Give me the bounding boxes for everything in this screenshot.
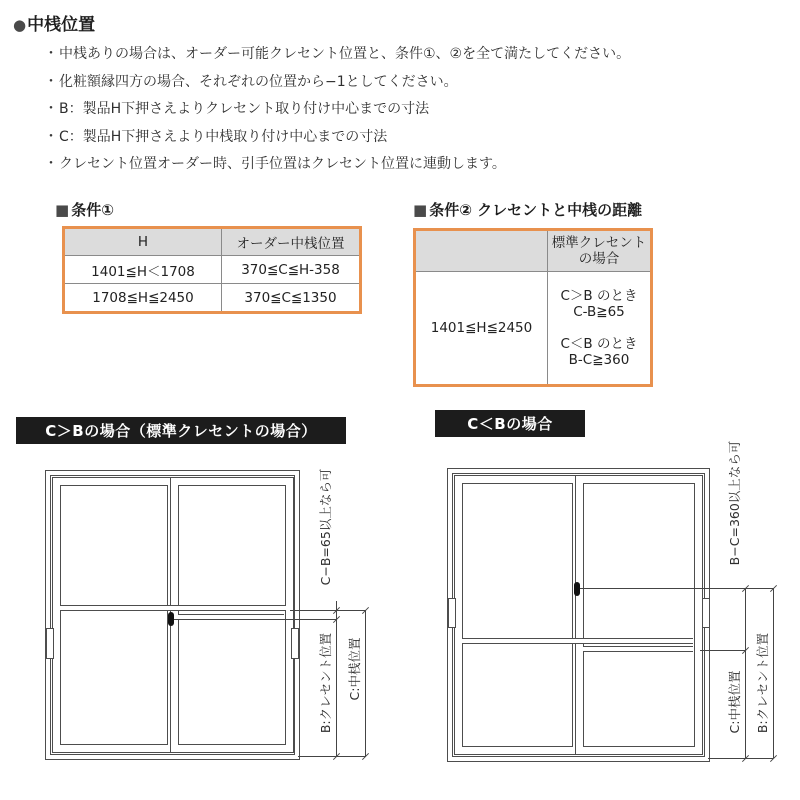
mid-rail-front (462, 638, 693, 644)
pull-handle-right (291, 628, 299, 659)
extension-line-crescent (174, 619, 336, 620)
table-cell: 370≦C≦1350 (222, 284, 359, 311)
pull-handle-right (702, 598, 710, 628)
dimension-line-c (745, 588, 746, 758)
glass-panel-left (60, 485, 168, 745)
note-item (44, 101, 784, 118)
extension-line-rail (700, 650, 745, 651)
dot-bullet-icon: ・ (44, 46, 58, 62)
dimension-line-c (365, 610, 366, 757)
dim-label-b: B:クレセント位置 (755, 632, 770, 734)
dim-tick (362, 753, 369, 760)
dot-bullet-icon: ・ (44, 101, 58, 117)
dim-label-c: C:中桟位置 (727, 670, 742, 734)
notes-list (44, 46, 784, 184)
section-bar-c-gt-b: C＞Bの場合（標準クレセントの場合） (16, 417, 346, 444)
dim-label-cb: C−B=65以上なら可 (318, 468, 333, 586)
note-text: B：製品H下押さえよりクレセント取り付け中心までの寸法 (59, 101, 430, 117)
condition1-table (62, 226, 362, 314)
extension-line-bottom (298, 756, 365, 757)
col-header (416, 231, 548, 272)
case-when: C＜B のとき (560, 336, 638, 352)
note-item (44, 156, 784, 173)
note-text: 化粧額縁四方の場合、それぞれの位置から−1としてください。 (59, 73, 458, 90)
dim-label-c: C:中桟位置 (347, 637, 362, 701)
col-header: オーダー中桟位置 (222, 229, 359, 256)
dot-bullet-icon: ・ (44, 128, 58, 145)
col-header (548, 231, 650, 272)
note-item (44, 46, 784, 63)
dimension-line-b (773, 588, 774, 758)
table-cell (548, 272, 650, 384)
condition2-table (413, 228, 653, 387)
extension-line-bottom (708, 758, 773, 759)
table-cell: 1401≦H＜1708 (65, 256, 222, 284)
note-text: C：製品H下押さえより中桟取り付け中心までの寸法 (59, 128, 388, 145)
case-rule: C-B≧65 (573, 304, 625, 320)
col-header-line: の場合 (578, 251, 620, 267)
dot-bullet-icon: ・ (44, 73, 58, 90)
mid-rail-rear (583, 646, 693, 652)
col-header: H (65, 229, 222, 256)
condition2-title: 条件② クレセントと中桟の距離 (429, 201, 643, 219)
dim-label-b: B:クレセント位置 (318, 632, 333, 734)
note-item (44, 129, 784, 146)
condition1-heading (55, 199, 114, 220)
glass-panel-right (583, 483, 695, 747)
square-bullet-icon: ■ (55, 201, 70, 219)
col-header-line: 標準クレセント (551, 235, 647, 251)
square-bullet-icon: ■ (413, 201, 428, 219)
dimension-line-b (336, 601, 337, 757)
crescent-lock-icon (574, 582, 580, 596)
case-rule: B-C≧360 (568, 352, 630, 368)
extension-line-rail (290, 610, 365, 611)
table-cell: 1708≦H≦2450 (65, 284, 222, 311)
note-item (44, 74, 784, 91)
dim-tick (770, 755, 777, 762)
glass-panel-left (462, 483, 573, 747)
note-text: クレセント位置オーダー時、引手位置はクレセント位置に連動します。 (59, 156, 506, 172)
section-bar-c-lt-b: C＜Bの場合 (435, 410, 585, 437)
dot-bullet-icon: ・ (44, 156, 58, 172)
mid-rail-front (60, 605, 286, 611)
page-title (13, 10, 95, 35)
condition2-heading (413, 199, 642, 220)
circle-bullet-icon: ● (13, 16, 27, 34)
condition1-title: 条件① (71, 201, 114, 219)
table-cell: 1401≦H≦2450 (416, 272, 548, 384)
pull-handle-left (448, 598, 456, 628)
dim-label-bc: B−C=360以上なら可 (727, 440, 742, 566)
page-title-text: 中桟位置 (27, 15, 96, 35)
case-when: C＞B のとき (560, 288, 638, 304)
table-cell: 370≦C≦H-358 (222, 256, 359, 284)
pull-handle-left (46, 628, 54, 659)
note-text: 中桟ありの場合は、オーダー可能クレセント位置と、条件①、②を全て満たしてください。 (59, 46, 631, 62)
